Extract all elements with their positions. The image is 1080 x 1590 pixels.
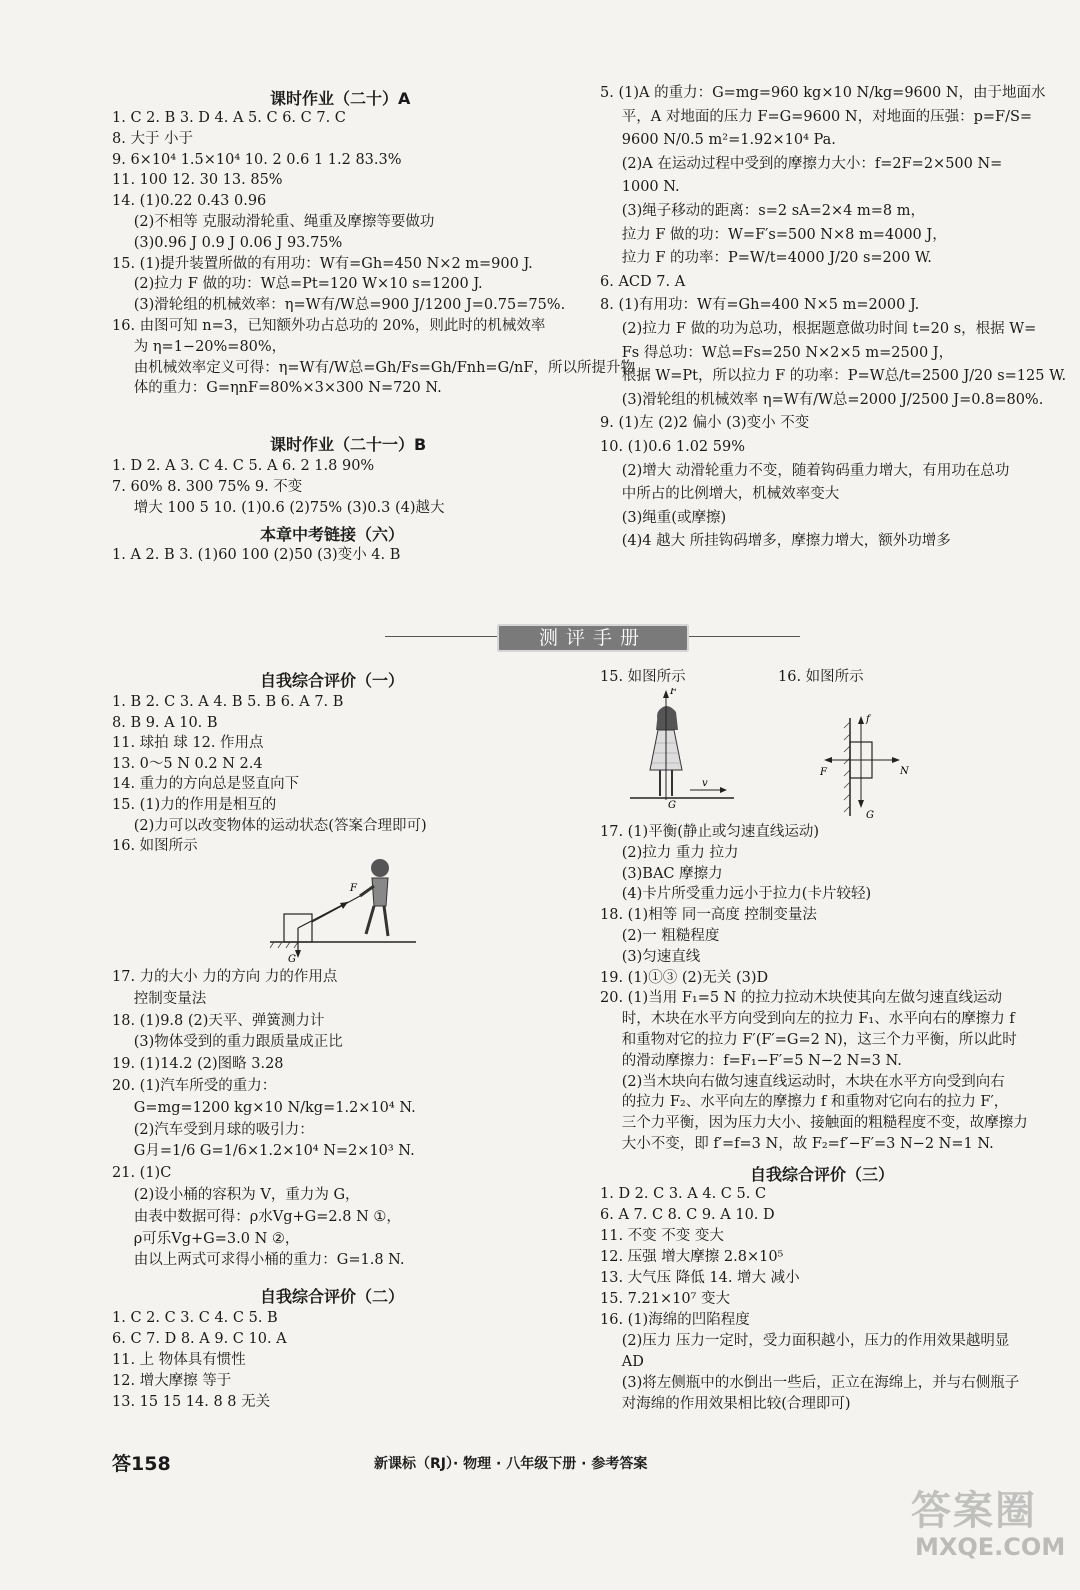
section-title: 本章中考链接（六）: [260, 525, 405, 544]
answer-line: (3)绳重(或摩擦): [600, 509, 727, 526]
answer-line: 19. (1)14.2 (2)图略 3.28: [112, 1056, 284, 1073]
answer-line: 由机械效率定义可得：η=W有/W总=Gh/Fs=Gh/Fnh=G/nF，所以所提升物: [112, 359, 635, 376]
force-label: G: [866, 810, 874, 821]
answer-line: 1. C 2. B 3. D 4. A 5. C 6. C 7. C: [112, 110, 346, 126]
answer-line: 为 η=1−20%=80%，: [112, 338, 287, 355]
answer-line: 5. (1)A 的重力：G=mg=960 kg×10 N/kg=9600 N，由于地面水: [600, 85, 1046, 101]
answer-line: (2)汽车受到月球的吸引力：: [112, 1121, 314, 1138]
answer-line: 11. 球拍 球 12. 作用点: [112, 735, 264, 752]
answer-line: 7. 60% 8. 300 75% 9. 不变: [112, 479, 303, 495]
answer-line: 15. 如图所示: [600, 669, 686, 685]
answer-line: 14. (1)0.22 0.43 0.96: [112, 193, 267, 210]
force-label: F: [670, 688, 677, 697]
answer-line: (2)设小桶的容积为 V，重力为 G，: [112, 1187, 360, 1203]
figure-block-on-wall: [818, 712, 918, 822]
answer-line: 1. D 2. C 3. A 4. C 5. C: [600, 1186, 767, 1202]
answer-line: 11. 100 12. 30 13. 85%: [112, 172, 283, 189]
section-title: 自我综合评价（一）: [260, 671, 405, 690]
answer-line: (2)增大 动滑轮重力不变，随着钩码重力增大，有用功在总功: [600, 462, 1010, 479]
answer-line: 6. ACD 7. A: [600, 273, 686, 290]
answer-line: 控制变量法: [112, 990, 207, 1007]
answer-line: 9. 6×10⁴ 1.5×10⁴ 10. 2 0.6 1 1.2 83.3%: [112, 151, 402, 168]
answer-line: 16. (1)海绵的凹陷程度: [600, 1312, 750, 1328]
answer-line: (2)拉力 F 做的功为总功，根据题意做功时间 t=20 s，根据 W=: [600, 321, 1037, 337]
force-label: F: [350, 883, 357, 894]
answer-line: 9600 N/0.5 m²=1.92×10⁴ Pa.: [600, 132, 836, 149]
answer-line: (3)滑轮组的机械效率 η=W有/W总=2000 J/2500 J=0.8=80%.: [600, 391, 1044, 408]
answer-line: 17. (1)平衡(静止或匀速直线运动): [600, 824, 820, 840]
answer-line: 15. 7.21×10⁷ 变大: [600, 1291, 730, 1307]
watermark-url: MXQE.COM: [915, 1533, 1066, 1561]
answer-line: 21. (1)C: [112, 1165, 172, 1182]
answer-line: 8. 大于 小于: [112, 130, 194, 147]
answer-line: (2)拉力 F 做的功：W总=Pt=120 W×10 s=1200 J.: [112, 276, 483, 293]
answer-line: 由以上两式可求得小桶的重力：G=1.8 N.: [112, 1252, 405, 1269]
answer-line: (2)一 粗糙程度: [600, 928, 720, 944]
answer-line: 拉力 F 的功率：P=W/t=4000 J/20 s=200 W.: [600, 250, 932, 267]
section-title: 课时作业（二十一）B: [270, 435, 427, 454]
answer-line: (4)4 越大 所挂钩码增多，摩擦力增大，额外功增多: [600, 533, 951, 550]
answer-line: (2)不相等 克服动滑轮重、绳重及摩擦等要做功: [112, 214, 435, 230]
answer-line: (3)匀速直线: [600, 948, 701, 965]
answer-line: 对海绵的作用效果相比较(合理即可): [600, 1396, 851, 1412]
answer-line: 18. (1)9.8 (2)天平、弹簧测力计: [112, 1012, 325, 1029]
velocity-label: v: [702, 778, 708, 789]
answer-line: 11. 不变 不变 变大: [600, 1228, 724, 1244]
force-label: F: [820, 767, 827, 778]
answer-line: 1. C 2. C 3. C 4. C 5. B: [112, 1310, 278, 1326]
answer-line: (3)BAC 摩擦力: [600, 865, 723, 882]
answer-line: 和重物对它的拉力 F′(F′=G=2 N)，这三个力平衡，所以此时: [600, 1032, 1017, 1048]
section-banner: [385, 624, 800, 650]
page-footer: [112, 1449, 1052, 1475]
answer-line: 16. 如图所示: [112, 838, 198, 855]
answer-line: 16. 由图可知 n=3，已知额外功占总功的 20%，则此时的机械效率: [112, 318, 546, 334]
answer-line: 8. (1)有用功：W有=Gh=400 N×5 m=2000 J.: [600, 297, 920, 314]
answer-line: ρ可乐Vg+G=3.0 N ②，: [112, 1230, 300, 1247]
answer-line: G月=1/6 G=1/6×1.2×10⁴ N=2×10³ N.: [112, 1143, 415, 1160]
answer-line: (2)当木块向右做匀速直线运动时，木块在水平方向受到向右: [600, 1073, 1005, 1090]
answer-line: G=mg=1200 kg×10 N/kg=1.2×10⁴ N.: [112, 1099, 416, 1116]
figure-girl-standing: [628, 688, 738, 808]
answer-line: 平，A 对地面的压力 F=G=9600 N，对地面的压强：p=F/S=: [600, 108, 1033, 125]
answer-line: 15. (1)提升装置所做的有用功：W有=Gh=450 N×2 m=900 J.: [112, 255, 533, 272]
page-number: 答158: [112, 1453, 171, 1475]
answer-line: (3)绳子移动的距离：s=2 sA=2×4 m=8 m，: [600, 203, 925, 219]
answer-line: (2)力可以改变物体的运动状态(答案合理即可): [112, 817, 427, 834]
force-label: f: [866, 714, 870, 725]
answer-line: 根据 W=Pt，所以拉力 F 的功率：P=W总/t=2500 J/20 s=125 W.: [600, 368, 1067, 385]
answer-line: 8. B 9. A 10. B: [112, 714, 218, 731]
answer-line: 拉力 F 做的功：W=F′s=500 N×8 m=4000 J，: [600, 226, 947, 243]
answer-line: 15. (1)力的作用是相互的: [112, 797, 277, 813]
section-title: 自我综合评价（三）: [750, 1165, 895, 1184]
answer-line: 17. 力的大小 力的方向 力的作用点: [112, 969, 338, 985]
answer-line: 13. 0～5 N 0.2 N 2.4: [112, 755, 263, 772]
answer-line: (2)拉力 重力 拉力: [600, 844, 739, 861]
force-label: G: [668, 800, 676, 808]
section-title: 课时作业（二十）A: [270, 89, 411, 108]
answer-line: (2)A 在运动过程中受到的摩擦力大小：f=2F=2×500 N=: [600, 155, 1003, 172]
watermark-logo: [905, 1475, 1065, 1575]
answer-line: 中所占的比例增大，机械效率变大: [600, 486, 840, 503]
answer-line: (3)0.96 J 0.9 J 0.06 J 93.75%: [112, 234, 343, 251]
answer-line: 1. A 2. B 3. (1)60 100 (2)50 (3)变小 4. B: [112, 547, 401, 563]
answer-line: (2)压力 压力一定时，受力面积越小，压力的作用效果越明显: [600, 1333, 1010, 1349]
answer-line: 1. D 2. A 3. C 4. C 5. A 6. 2 1.8 90%: [112, 458, 375, 474]
answer-line: 1. B 2. C 3. A 4. B 5. B 6. A 7. B: [112, 694, 344, 710]
answer-line: 6. A 7. C 8. C 9. A 10. D: [600, 1207, 775, 1223]
answer-line: 18. (1)相等 同一高度 控制变量法: [600, 907, 817, 924]
answer-line: 时，木块在水平方向受到向左的拉力 F₁、水平向右的摩擦力 f: [600, 1011, 1015, 1028]
answer-line: 的拉力 F₂、水平向左的摩擦力 f 和重物对它向右的拉力 F′，: [600, 1094, 1009, 1111]
watermark-text: 答案圈: [911, 1488, 1037, 1534]
answer-line: 16. 如图所示: [778, 669, 864, 685]
footer-text: 新课标（RJ）· 物理 · 八年级下册 · 参考答案: [374, 1456, 648, 1472]
answer-line: 大小不变，即 f′=f=3 N，故 F₂=f′−F′=3 N−2 N=1 N.: [600, 1136, 994, 1152]
answer-line: (3)滑轮组的机械效率：η=W有/W总=900 J/1200 J=0.75=75%.: [112, 297, 566, 314]
answer-line: 12. 增大摩擦 等于: [112, 1373, 232, 1389]
answer-line: 14. 重力的方向总是竖直向下: [112, 776, 300, 793]
answer-line: 13. 大气压 降低 14. 增大 减小: [600, 1270, 800, 1286]
answer-line: 9. (1)左 (2)2 偏小 (3)变小 不变: [600, 415, 810, 432]
answer-line: (3)将左侧瓶中的水倒出一些后，正立在海绵上，并与右侧瓶子: [600, 1375, 1020, 1391]
answer-line: 10. (1)0.6 1.02 59%: [600, 439, 745, 455]
force-label: G: [288, 954, 296, 965]
answer-line: 11. 上 物体具有惯性: [112, 1352, 246, 1368]
answer-line: 1000 N.: [600, 179, 680, 196]
answer-line: 三个力平衡，因为压力大小、接触面的粗糙程度不变，故摩擦力: [600, 1115, 1028, 1132]
answer-line: Fs 得总功：W总=Fs=250 N×2×5 m=2500 J，: [600, 344, 954, 361]
figure-boy-pulling: [268, 856, 418, 966]
section-title: 自我综合评价（二）: [260, 1287, 405, 1306]
banner-label: 测评手册: [497, 624, 689, 652]
answer-line: 19. (1)①③ (2)无关 (3)D: [600, 969, 769, 986]
answer-line: 6. C 7. D 8. A 9. C 10. A: [112, 1331, 287, 1347]
force-label: N: [900, 766, 909, 777]
answer-line: 12. 压强 增大摩擦 2.8×10⁵: [600, 1249, 784, 1265]
answer-line: 13. 15 15 14. 8 8 无关: [112, 1394, 271, 1410]
answer-line: AD: [600, 1354, 644, 1370]
answer-line: 20. (1)当用 F₁=5 N 的拉力拉动木块使其向左做匀速直线运动: [600, 990, 1002, 1007]
answer-line: (3)物体受到的重力跟质量成正比: [112, 1034, 343, 1051]
answer-line: 的滑动摩擦力：f=F₁−F′=5 N−2 N=3 N.: [600, 1052, 902, 1069]
answer-line: 由表中数据可得：ρ水Vg+G=2.8 N ①，: [112, 1208, 401, 1225]
answer-line: 20. (1)汽车所受的重力：: [112, 1078, 277, 1094]
answer-line: (4)卡片所受重力远小于拉力(卡片较轻): [600, 886, 872, 903]
answer-line: 体的重力：G=ηnF=80%×3×300 N=720 N.: [112, 380, 442, 397]
answer-line: 增大 100 5 10. (1)0.6 (2)75% (3)0.3 (4)越大: [112, 500, 445, 516]
